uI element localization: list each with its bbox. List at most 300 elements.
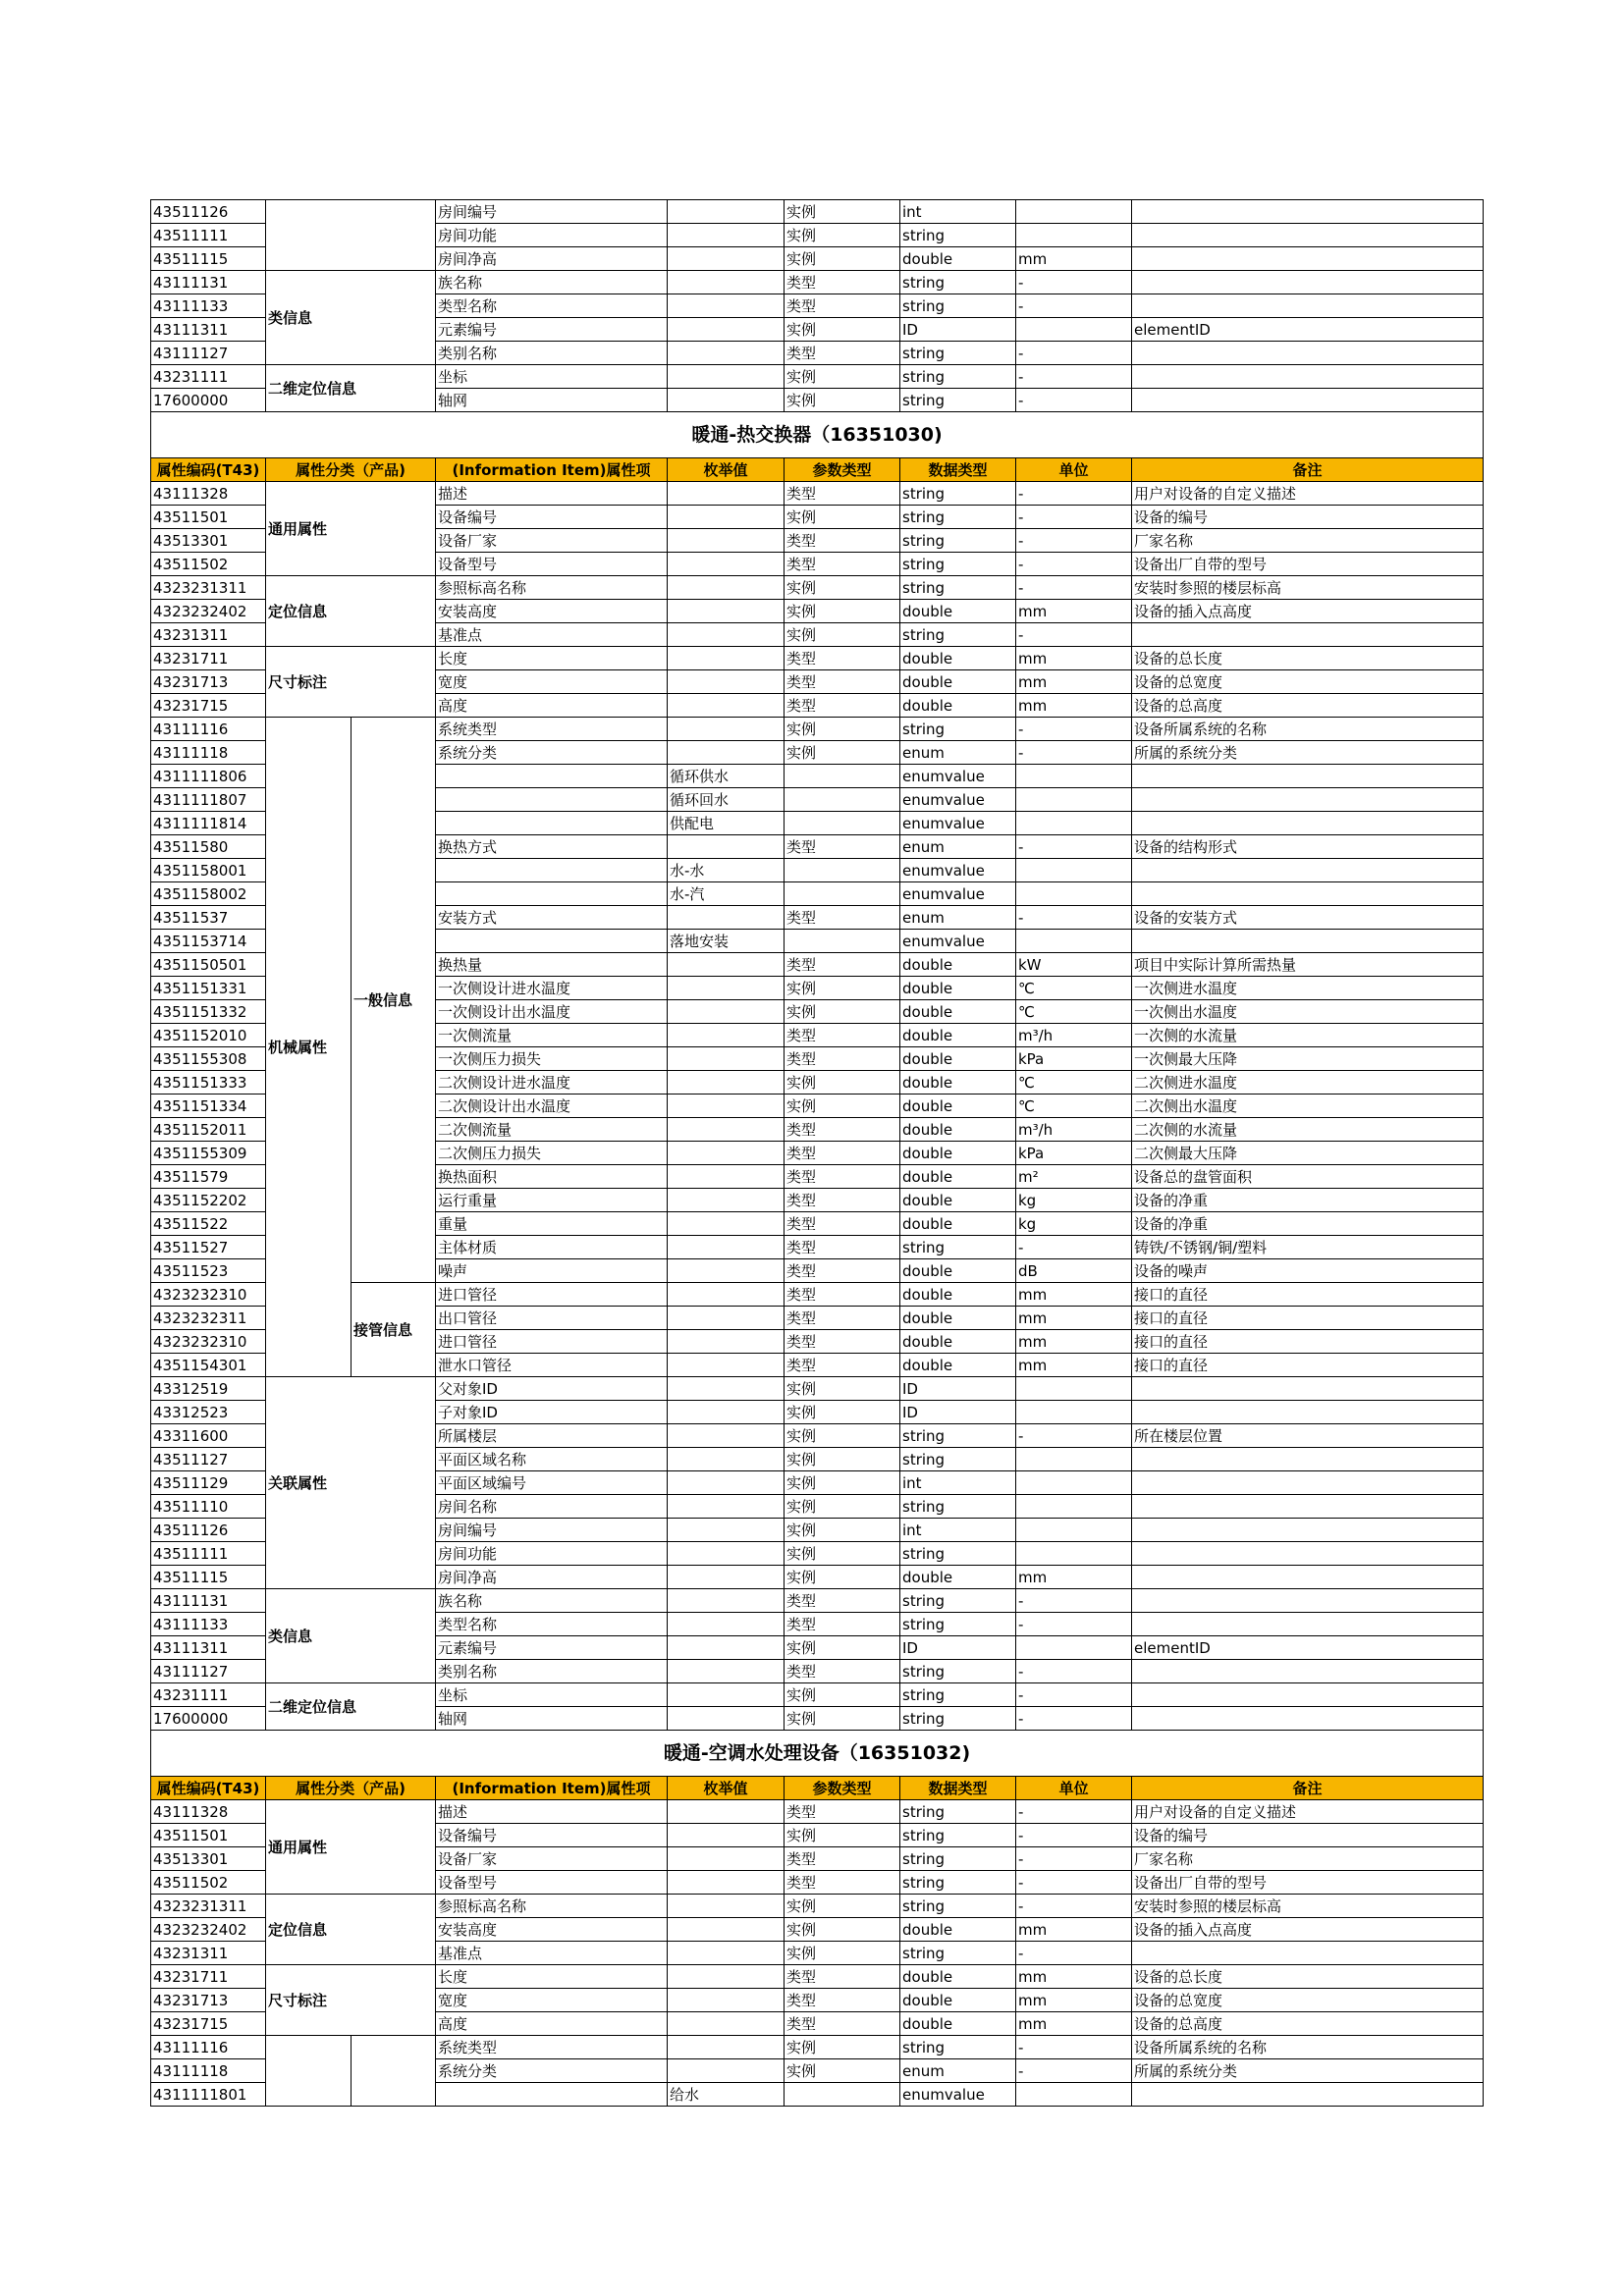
data-type-cell: double (900, 977, 1016, 1000)
enum-value-cell (668, 271, 785, 294)
param-type-cell: 实例 (785, 2036, 900, 2059)
param-type-cell: 类型 (785, 1354, 900, 1377)
data-type-cell: string (900, 576, 1016, 600)
enum-value-cell (668, 1189, 785, 1212)
property-code-cell: 4351155309 (151, 1142, 266, 1165)
property-code-cell: 43513301 (151, 1847, 266, 1871)
unit-cell: - (1016, 741, 1132, 765)
property-item-cell: 重量 (436, 1212, 668, 1236)
data-type-cell: double (900, 1118, 1016, 1142)
remark-cell (1132, 1566, 1484, 1589)
remark-cell: 所属的系统分类 (1132, 741, 1484, 765)
remark-cell (1132, 1495, 1484, 1519)
property-item-cell: 进口管径 (436, 1330, 668, 1354)
property-item-cell: 一次侧设计进水温度 (436, 977, 668, 1000)
property-item-cell: 坐标 (436, 1683, 668, 1707)
data-type-cell: double (900, 1330, 1016, 1354)
enum-value-cell (668, 1683, 785, 1707)
param-type-cell: 实例 (785, 247, 900, 271)
enum-value-cell (668, 1165, 785, 1189)
data-type-cell: string (900, 1707, 1016, 1731)
unit-cell (1016, 812, 1132, 835)
data-type-cell: string (900, 1800, 1016, 1824)
data-type-cell: int (900, 1519, 1016, 1542)
enum-value-cell (668, 1071, 785, 1095)
param-type-cell: 类型 (785, 553, 900, 576)
data-type-cell: double (900, 1212, 1016, 1236)
property-code-cell: 43511523 (151, 1259, 266, 1283)
property-code-cell: 43513301 (151, 529, 266, 553)
remark-cell: 设备所属系统的名称 (1132, 2036, 1484, 2059)
unit-cell: - (1016, 1871, 1132, 1895)
property-item-cell: 噪声 (436, 1259, 668, 1283)
group-label: 二维定位信息 (266, 365, 436, 412)
param-type-cell: 实例 (785, 1707, 900, 1731)
data-type-cell: string (900, 389, 1016, 412)
param-type-cell: 类型 (785, 1236, 900, 1259)
unit-cell (1016, 224, 1132, 247)
remark-cell: 项目中实际计算所需热量 (1132, 953, 1484, 977)
property-item-cell: 类别名称 (436, 1660, 668, 1683)
data-type-cell: string (900, 1942, 1016, 1965)
remark-cell: 安装时参照的楼层标高 (1132, 576, 1484, 600)
property-item-cell: 长度 (436, 1965, 668, 1989)
property-item-cell: 类别名称 (436, 342, 668, 365)
table-row (151, 200, 1484, 224)
enum-value-cell (668, 1707, 785, 1731)
unit-cell (1016, 1377, 1132, 1401)
enum-value-cell (668, 553, 785, 576)
unit-cell: - (1016, 342, 1132, 365)
property-code-cell: 4311111806 (151, 765, 266, 788)
enum-value-cell (668, 1377, 785, 1401)
param-type-cell: 实例 (785, 2059, 900, 2083)
unit-cell: - (1016, 294, 1132, 318)
remark-cell: 二次侧出水温度 (1132, 1095, 1484, 1118)
property-item-cell: 二次侧流量 (436, 1118, 668, 1142)
data-type-cell: string (900, 1542, 1016, 1566)
attribute-table (150, 199, 1484, 2107)
property-code-cell: 4351151334 (151, 1095, 266, 1118)
enum-value-cell: 循环供水 (668, 765, 785, 788)
remark-cell: 二次侧最大压降 (1132, 1142, 1484, 1165)
data-type-cell: string (900, 1871, 1016, 1895)
unit-cell: kg (1016, 1189, 1132, 1212)
table-row (151, 1965, 1484, 1989)
table-row (151, 576, 1484, 600)
enum-value-cell (668, 224, 785, 247)
remark-cell: 设备的净重 (1132, 1189, 1484, 1212)
enum-value-cell (668, 389, 785, 412)
data-type-cell: string (900, 1895, 1016, 1918)
enum-value-cell (668, 1519, 785, 1542)
unit-cell: - (1016, 389, 1132, 412)
enum-value-cell (668, 1824, 785, 1847)
property-code-cell: 43511110 (151, 1495, 266, 1519)
unit-cell: ℃ (1016, 977, 1132, 1000)
remark-cell: 设备的总高度 (1132, 2012, 1484, 2036)
remark-cell: 设备的插入点高度 (1132, 1918, 1484, 1942)
remark-cell (1132, 1589, 1484, 1613)
enum-value-cell (668, 1636, 785, 1660)
data-type-cell: string (900, 1589, 1016, 1613)
remark-cell: 一次侧进水温度 (1132, 977, 1484, 1000)
unit-cell: mm (1016, 247, 1132, 271)
remark-cell (1132, 342, 1484, 365)
enum-value-cell (668, 1895, 785, 1918)
unit-cell: - (1016, 1660, 1132, 1683)
unit-cell: kW (1016, 953, 1132, 977)
enum-value-cell (668, 1871, 785, 1895)
header-enum: 枚举值 (668, 1777, 785, 1800)
unit-cell: - (1016, 1895, 1132, 1918)
param-type-cell: 实例 (785, 1918, 900, 1942)
data-type-cell: int (900, 1471, 1016, 1495)
data-type-cell: string (900, 1495, 1016, 1519)
param-type-cell: 实例 (785, 1377, 900, 1401)
param-type-cell: 实例 (785, 1636, 900, 1660)
table-row (151, 365, 1484, 389)
remark-cell (1132, 294, 1484, 318)
param-type-cell: 类型 (785, 1047, 900, 1071)
enum-value-cell (668, 1307, 785, 1330)
property-item-cell: 安装高度 (436, 600, 668, 623)
group-label: 定位信息 (266, 576, 436, 647)
data-type-cell: double (900, 1918, 1016, 1942)
remark-cell (1132, 930, 1484, 953)
header-data-type: 数据类型 (900, 458, 1016, 482)
unit-cell: - (1016, 1424, 1132, 1448)
header-unit: 单位 (1016, 1777, 1132, 1800)
remark-cell: 厂家名称 (1132, 529, 1484, 553)
unit-cell: - (1016, 576, 1132, 600)
property-item-cell: 二次侧压力损失 (436, 1142, 668, 1165)
header-data-type: 数据类型 (900, 1777, 1016, 1800)
param-type-cell: 类型 (785, 1259, 900, 1283)
remark-cell (1132, 1942, 1484, 1965)
data-type-cell: double (900, 1071, 1016, 1095)
data-type-cell: string (900, 271, 1016, 294)
unit-cell: - (1016, 2036, 1132, 2059)
enum-value-cell (668, 1047, 785, 1071)
param-type-cell: 类型 (785, 1989, 900, 2012)
enum-value-cell: 水-水 (668, 859, 785, 882)
data-type-cell: enum (900, 835, 1016, 859)
data-type-cell: double (900, 1354, 1016, 1377)
param-type-cell: 类型 (785, 1283, 900, 1307)
param-type-cell: 实例 (785, 1095, 900, 1118)
enum-value-cell (668, 1142, 785, 1165)
enum-value-cell: 循环回水 (668, 788, 785, 812)
unit-cell: mm (1016, 1283, 1132, 1307)
remark-cell (1132, 1542, 1484, 1566)
param-type-cell: 类型 (785, 953, 900, 977)
param-type-cell: 类型 (785, 670, 900, 694)
property-code-cell: 43111328 (151, 1800, 266, 1824)
enum-value-cell (668, 1448, 785, 1471)
remark-cell (1132, 623, 1484, 647)
enum-value-cell (668, 506, 785, 529)
remark-cell: 二次侧的水流量 (1132, 1118, 1484, 1142)
property-item-cell: 基准点 (436, 623, 668, 647)
param-type-cell: 实例 (785, 1495, 900, 1519)
param-type-cell: 类型 (785, 1965, 900, 1989)
param-type-cell: 类型 (785, 694, 900, 718)
data-type-cell: double (900, 1189, 1016, 1212)
header-remark: 备注 (1132, 1777, 1484, 1800)
param-type-cell: 实例 (785, 1071, 900, 1095)
data-type-cell: double (900, 600, 1016, 623)
header-param-type: 参数类型 (785, 1777, 900, 1800)
property-code-cell: 43511502 (151, 553, 266, 576)
data-type-cell: enumvalue (900, 2083, 1016, 2107)
unit-cell: - (1016, 2059, 1132, 2083)
data-type-cell: double (900, 1000, 1016, 1024)
remark-cell (1132, 1401, 1484, 1424)
property-item-cell: 二次侧设计出水温度 (436, 1095, 668, 1118)
unit-cell: mm (1016, 600, 1132, 623)
unit-cell (1016, 859, 1132, 882)
data-type-cell: string (900, 1236, 1016, 1259)
enum-value-cell (668, 1212, 785, 1236)
property-code-cell: 4351153714 (151, 930, 266, 953)
enum-value-cell (668, 2012, 785, 2036)
property-item-cell: 类型名称 (436, 1613, 668, 1636)
param-type-cell: 类型 (785, 482, 900, 506)
remark-cell: 设备的总宽度 (1132, 1989, 1484, 2012)
property-item-cell: 高度 (436, 2012, 668, 2036)
param-type-cell (785, 812, 900, 835)
property-item-cell: 二次侧设计进水温度 (436, 1071, 668, 1095)
enum-value-cell (668, 482, 785, 506)
enum-value-cell (668, 977, 785, 1000)
property-code-cell: 4311111801 (151, 2083, 266, 2107)
property-item-cell: 安装方式 (436, 906, 668, 930)
property-code-cell: 43231715 (151, 694, 266, 718)
unit-cell: mm (1016, 1965, 1132, 1989)
unit-cell (1016, 788, 1132, 812)
unit-cell (1016, 1636, 1132, 1660)
property-code-cell: 4323232310 (151, 1330, 266, 1354)
enum-value-cell (668, 953, 785, 977)
data-type-cell: double (900, 694, 1016, 718)
property-code-cell: 43511111 (151, 224, 266, 247)
unit-cell (1016, 1519, 1132, 1542)
unit-cell (1016, 1471, 1132, 1495)
unit-cell: mm (1016, 2012, 1132, 2036)
property-code-cell: 4311111807 (151, 788, 266, 812)
group-label: 二维定位信息 (266, 1683, 436, 1731)
unit-cell: - (1016, 1236, 1132, 1259)
data-type-cell: string (900, 1824, 1016, 1847)
remark-cell (1132, 1377, 1484, 1401)
section-title-row (151, 412, 1484, 458)
param-type-cell: 实例 (785, 718, 900, 741)
header-enum: 枚举值 (668, 458, 785, 482)
enum-value-cell (668, 1989, 785, 2012)
header-param-type: 参数类型 (785, 458, 900, 482)
property-code-cell: 4351158001 (151, 859, 266, 882)
table-row (151, 482, 1484, 506)
enum-value-cell (668, 247, 785, 271)
property-item-cell: 房间名称 (436, 1495, 668, 1519)
remark-cell: elementID (1132, 318, 1484, 342)
property-code-cell: 43111118 (151, 2059, 266, 2083)
data-type-cell: string (900, 2036, 1016, 2059)
property-item-cell: 平面区域名称 (436, 1448, 668, 1471)
unit-cell (1016, 882, 1132, 906)
unit-cell: - (1016, 1824, 1132, 1847)
property-item-cell: 轴网 (436, 1707, 668, 1731)
property-item-cell: 轴网 (436, 389, 668, 412)
unit-cell: mm (1016, 647, 1132, 670)
property-item-cell: 主体材质 (436, 1236, 668, 1259)
unit-cell: - (1016, 623, 1132, 647)
table-row (151, 1283, 1484, 1307)
property-code-cell: 43511502 (151, 1871, 266, 1895)
remark-cell: 设备所属系统的名称 (1132, 718, 1484, 741)
param-type-cell: 类型 (785, 294, 900, 318)
remark-cell: 所属的系统分类 (1132, 2059, 1484, 2083)
property-item-cell (436, 788, 668, 812)
param-type-cell: 实例 (785, 977, 900, 1000)
property-code-cell: 43511522 (151, 1212, 266, 1236)
section-title: 暖通-空调水处理设备（16351032) (151, 1731, 1484, 1777)
unit-cell: mm (1016, 1989, 1132, 2012)
enum-value-cell (668, 694, 785, 718)
remark-cell (1132, 812, 1484, 835)
unit-cell: mm (1016, 1566, 1132, 1589)
remark-cell: elementID (1132, 1636, 1484, 1660)
unit-cell: - (1016, 1613, 1132, 1636)
property-item-cell: 族名称 (436, 271, 668, 294)
property-code-cell: 43511126 (151, 1519, 266, 1542)
data-type-cell: string (900, 506, 1016, 529)
table-row (151, 271, 1484, 294)
param-type-cell: 类型 (785, 1589, 900, 1613)
property-item-cell: 安装高度 (436, 1918, 668, 1942)
property-item-cell: 设备厂家 (436, 529, 668, 553)
table-header-row (151, 1777, 1484, 1800)
unit-cell: - (1016, 506, 1132, 529)
header-code: 属性编码(T43) (151, 1777, 266, 1800)
data-type-cell: double (900, 1024, 1016, 1047)
enum-value-cell: 落地安装 (668, 930, 785, 953)
property-code-cell: 43311600 (151, 1424, 266, 1448)
property-code-cell: 4351151332 (151, 1000, 266, 1024)
param-type-cell: 类型 (785, 1307, 900, 1330)
property-code-cell: 43231111 (151, 1683, 266, 1707)
remark-cell (1132, 224, 1484, 247)
data-type-cell: double (900, 953, 1016, 977)
property-item-cell: 平面区域编号 (436, 1471, 668, 1495)
data-type-cell: string (900, 342, 1016, 365)
property-item-cell: 参照标高名称 (436, 1895, 668, 1918)
property-code-cell: 43231311 (151, 1942, 266, 1965)
remark-cell (1132, 788, 1484, 812)
enum-value-cell (668, 1566, 785, 1589)
enum-value-cell (668, 906, 785, 930)
property-item-cell: 泄水口管径 (436, 1354, 668, 1377)
property-item-cell: 子对象ID (436, 1401, 668, 1424)
remark-cell: 一次侧出水温度 (1132, 1000, 1484, 1024)
property-item-cell (436, 765, 668, 788)
unit-cell: - (1016, 1589, 1132, 1613)
unit-cell: m³/h (1016, 1118, 1132, 1142)
property-code-cell: 4323232402 (151, 600, 266, 623)
data-type-cell: string (900, 224, 1016, 247)
data-type-cell: double (900, 1989, 1016, 2012)
property-item-cell: 描述 (436, 1800, 668, 1824)
param-type-cell: 实例 (785, 1424, 900, 1448)
property-code-cell: 4323232402 (151, 1918, 266, 1942)
property-code-cell: 43231111 (151, 365, 266, 389)
data-type-cell: enumvalue (900, 788, 1016, 812)
attribute-table-body (151, 200, 1484, 2107)
data-type-cell: double (900, 1283, 1016, 1307)
enum-value-cell (668, 529, 785, 553)
enum-value-cell: 给水 (668, 2083, 785, 2107)
param-type-cell (785, 859, 900, 882)
property-item-cell: 长度 (436, 647, 668, 670)
unit-cell: mm (1016, 1307, 1132, 1330)
property-item-cell: 出口管径 (436, 1307, 668, 1330)
unit-cell: kPa (1016, 1142, 1132, 1165)
property-code-cell: 43231711 (151, 647, 266, 670)
enum-value-cell (668, 294, 785, 318)
property-item-cell: 宽度 (436, 1989, 668, 2012)
unit-cell: - (1016, 482, 1132, 506)
property-item-cell: 类型名称 (436, 294, 668, 318)
table-row (151, 647, 1484, 670)
data-type-cell: double (900, 2012, 1016, 2036)
property-code-cell: 43511129 (151, 1471, 266, 1495)
enum-value-cell (668, 1095, 785, 1118)
param-type-cell: 实例 (785, 1000, 900, 1024)
property-item-cell: 换热面积 (436, 1165, 668, 1189)
param-type-cell: 实例 (785, 506, 900, 529)
property-item-cell (436, 2083, 668, 2107)
remark-cell (1132, 1660, 1484, 1683)
enum-value-cell (668, 1800, 785, 1824)
group-label: 尺寸标注 (266, 1965, 436, 2036)
header-unit: 单位 (1016, 458, 1132, 482)
property-code-cell: 43511527 (151, 1236, 266, 1259)
param-type-cell: 类型 (785, 647, 900, 670)
enum-value-cell (668, 1401, 785, 1424)
remark-cell: 设备的总宽度 (1132, 670, 1484, 694)
header-remark: 备注 (1132, 458, 1484, 482)
enum-value-cell (668, 200, 785, 224)
enum-value-cell (668, 576, 785, 600)
property-item-cell: 设备编号 (436, 506, 668, 529)
data-type-cell: string (900, 1847, 1016, 1871)
unit-cell (1016, 1401, 1132, 1424)
property-item-cell: 元素编号 (436, 1636, 668, 1660)
enum-value-cell (668, 1660, 785, 1683)
param-type-cell: 类型 (785, 1330, 900, 1354)
param-type-cell: 实例 (785, 200, 900, 224)
remark-cell: 设备的结构形式 (1132, 835, 1484, 859)
property-item-cell: 坐标 (436, 365, 668, 389)
property-item-cell: 基准点 (436, 1942, 668, 1965)
remark-cell (1132, 1683, 1484, 1707)
data-type-cell: double (900, 670, 1016, 694)
param-type-cell: 类型 (785, 271, 900, 294)
property-code-cell: 4323232311 (151, 1307, 266, 1330)
unit-cell: kPa (1016, 1047, 1132, 1071)
param-type-cell: 实例 (785, 1895, 900, 1918)
